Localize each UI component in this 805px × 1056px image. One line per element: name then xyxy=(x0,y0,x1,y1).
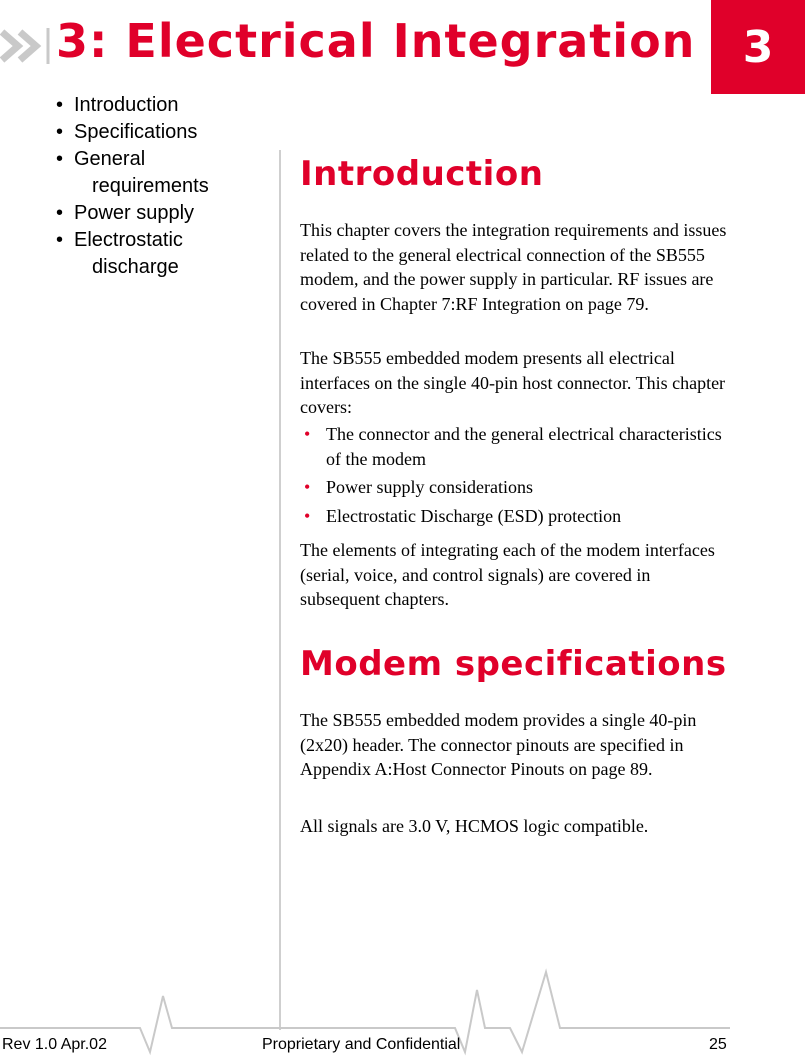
chapter-title: 3: Electrical Integration xyxy=(56,14,696,68)
section-heading-introduction: Introduction xyxy=(300,154,544,194)
bullet-icon: • xyxy=(304,424,311,444)
toc-item-general-requirements[interactable]: • General requirements xyxy=(56,148,209,197)
intro-paragraph-2: The SB555 embedded modem presents all electrical interfaces on the single 40-pin host connector. This chapter covers: xyxy=(300,348,726,417)
list-item: • Power supply considerations xyxy=(300,475,730,500)
column-divider xyxy=(279,150,281,1030)
toc-item-power-supply[interactable]: • Power supply xyxy=(56,202,195,224)
intro-paragraph-1: This chapter covers the integration requirements and issues related to the general electrical connection of the SB555 modem, and the power supply in particular. RF issues are covered in Chapter 7:RF Integration on page 79. xyxy=(300,220,727,314)
toc-item-electrostatic-discharge[interactable]: • Electrostatic discharge xyxy=(56,229,183,278)
specs-paragraph-1: The SB555 embedded modem provides a single 40-pin (2x20) header. The connector pinouts are specified in Appendix A:Host Connector Pinouts on page 89. xyxy=(300,710,697,779)
list-item: • The connector and the general electrical characteristics of the modem xyxy=(304,424,722,469)
intro-paragraph-3: The elements of integrating each of the modem interfaces (serial, voice, and control signals) are covered in subsequent chapters. xyxy=(300,540,715,609)
chapter-number: 3 xyxy=(742,22,774,73)
bullet-icon: • xyxy=(304,505,311,526)
list-item: • Electrostatic Discharge (ESD) protection xyxy=(300,504,730,529)
footer-confidential: Proprietary and Confidential xyxy=(262,1036,461,1053)
specs-paragraph-2: All signals are 3.0 V, HCMOS logic compatible. xyxy=(300,816,649,836)
section-heading-specifications: Modem specifications xyxy=(300,644,727,684)
bullet-icon: • xyxy=(304,477,311,497)
toc-item-specifications[interactable]: • Specifications xyxy=(56,121,198,143)
toc-item-introduction[interactable]: • Introduction xyxy=(56,94,179,116)
chapter-number-tab xyxy=(711,0,805,94)
intro-bullet-list xyxy=(300,422,730,532)
footer-page-number: 25 xyxy=(709,1036,727,1053)
footer-revision: Rev 1.0 Apr.02 xyxy=(2,1036,107,1053)
chapter-toc xyxy=(56,92,246,281)
chapter-arrows-icon xyxy=(0,24,60,68)
